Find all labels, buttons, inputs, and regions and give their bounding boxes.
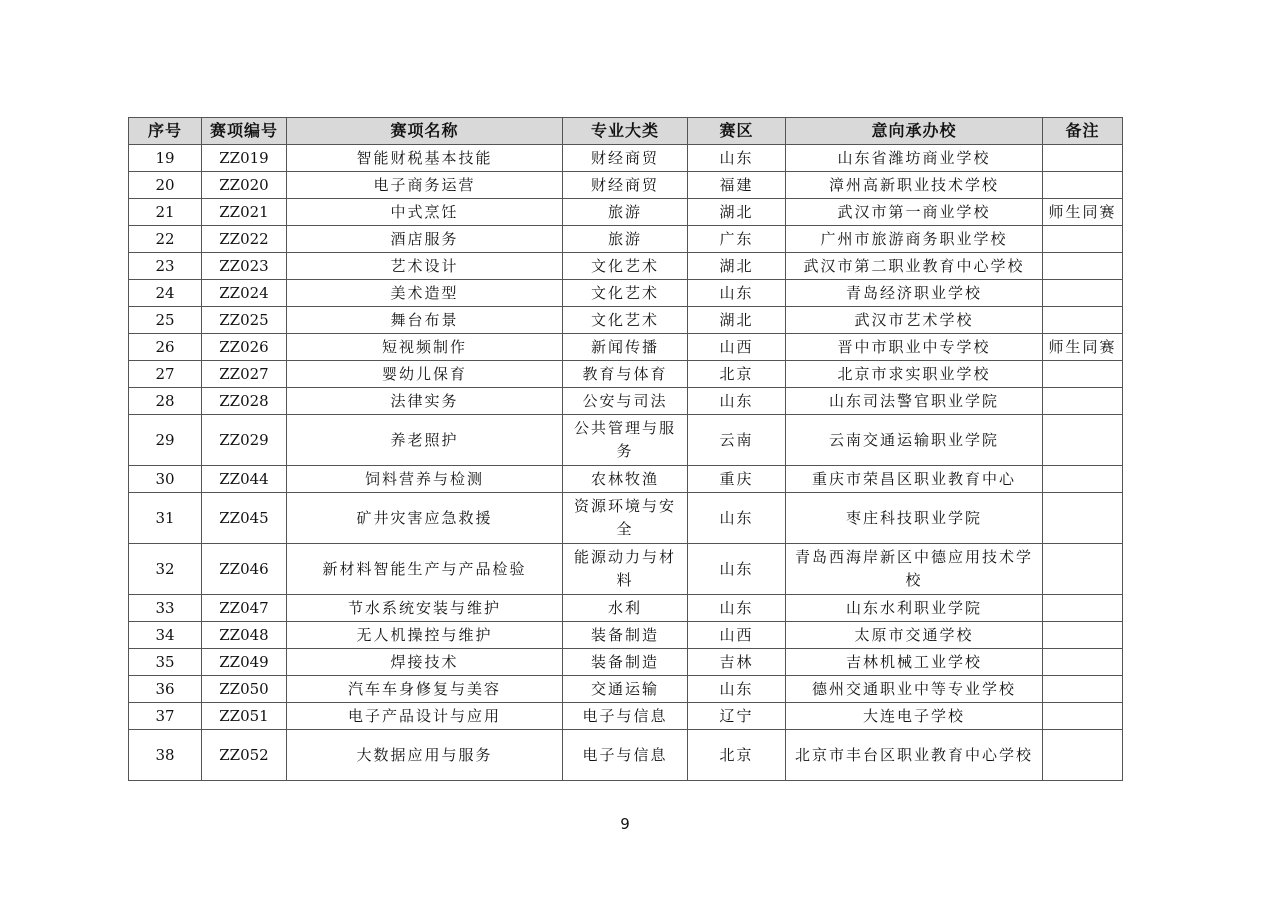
table-row — [129, 622, 1123, 649]
major-category-cell: 农林牧渔 — [563, 466, 688, 493]
note-cell: 师生同赛 — [1043, 199, 1123, 226]
region-cell: 山东 — [688, 493, 786, 544]
table-row — [129, 676, 1123, 703]
header-cell-no: 序号 — [129, 118, 202, 145]
table-row — [129, 466, 1123, 493]
major-category-cell: 资源环境与安全 — [563, 493, 688, 544]
table-row — [129, 253, 1123, 280]
host-school-cell: 吉林机械工业学校 — [786, 649, 1043, 676]
event-code-cell: ZZ045 — [202, 493, 287, 544]
note-cell: 师生同赛 — [1043, 334, 1123, 361]
event-name-cell: 中式烹饪 — [287, 199, 563, 226]
row-number-cell: 36 — [129, 676, 202, 703]
event-code-cell: ZZ050 — [202, 676, 287, 703]
table-row — [129, 307, 1123, 334]
event-code-cell: ZZ026 — [202, 334, 287, 361]
row-number-cell: 29 — [129, 415, 202, 466]
row-number-cell: 31 — [129, 493, 202, 544]
row-number-cell: 35 — [129, 649, 202, 676]
note-cell — [1043, 361, 1123, 388]
event-name-cell: 饲料营养与检测 — [287, 466, 563, 493]
major-category-cell: 文化艺术 — [563, 280, 688, 307]
row-number-cell: 34 — [129, 622, 202, 649]
event-name-cell: 美术造型 — [287, 280, 563, 307]
row-number-cell: 33 — [129, 595, 202, 622]
table-body — [129, 145, 1123, 781]
host-school-cell: 枣庄科技职业学院 — [786, 493, 1043, 544]
host-school-cell: 北京市求实职业学校 — [786, 361, 1043, 388]
major-category-cell: 公共管理与服务 — [563, 415, 688, 466]
row-number-cell: 28 — [129, 388, 202, 415]
major-category-cell: 旅游 — [563, 226, 688, 253]
event-code-cell: ZZ021 — [202, 199, 287, 226]
table-row — [129, 544, 1123, 595]
row-number-cell: 26 — [129, 334, 202, 361]
event-code-cell: ZZ020 — [202, 172, 287, 199]
event-name-cell: 焊接技术 — [287, 649, 563, 676]
host-school-cell: 青岛经济职业学校 — [786, 280, 1043, 307]
header-cell-note: 备注 — [1043, 118, 1123, 145]
event-code-cell: ZZ051 — [202, 703, 287, 730]
table-row — [129, 199, 1123, 226]
event-name-cell: 酒店服务 — [287, 226, 563, 253]
table-row — [129, 415, 1123, 466]
event-code-cell: ZZ027 — [202, 361, 287, 388]
table-row — [129, 280, 1123, 307]
host-school-cell: 山东水利职业学院 — [786, 595, 1043, 622]
major-category-cell: 电子与信息 — [563, 703, 688, 730]
host-school-cell: 云南交通运输职业学院 — [786, 415, 1043, 466]
host-school-cell: 北京市丰台区职业教育中心学校 — [786, 730, 1043, 781]
region-cell: 湖北 — [688, 253, 786, 280]
region-cell: 山东 — [688, 388, 786, 415]
host-school-cell: 青岛西海岸新区中德应用技术学校 — [786, 544, 1043, 595]
row-number-cell: 25 — [129, 307, 202, 334]
region-cell: 山东 — [688, 676, 786, 703]
region-cell: 山东 — [688, 280, 786, 307]
event-name-cell: 智能财税基本技能 — [287, 145, 563, 172]
major-category-cell: 交通运输 — [563, 676, 688, 703]
region-cell: 山西 — [688, 622, 786, 649]
note-cell — [1043, 280, 1123, 307]
event-code-cell: ZZ047 — [202, 595, 287, 622]
major-category-cell: 教育与体育 — [563, 361, 688, 388]
event-name-cell: 短视频制作 — [287, 334, 563, 361]
host-school-cell: 重庆市荣昌区职业教育中心 — [786, 466, 1043, 493]
row-number-cell: 24 — [129, 280, 202, 307]
table-row — [129, 649, 1123, 676]
note-cell — [1043, 415, 1123, 466]
host-school-cell: 武汉市第二职业教育中心学校 — [786, 253, 1043, 280]
region-cell: 北京 — [688, 730, 786, 781]
table-row — [129, 730, 1123, 781]
event-code-cell: ZZ025 — [202, 307, 287, 334]
table-row — [129, 361, 1123, 388]
note-cell — [1043, 145, 1123, 172]
note-cell — [1043, 172, 1123, 199]
region-cell: 福建 — [688, 172, 786, 199]
note-cell — [1043, 307, 1123, 334]
event-name-cell: 舞台布景 — [287, 307, 563, 334]
region-cell: 辽宁 — [688, 703, 786, 730]
header-cell-code: 赛项编号 — [202, 118, 287, 145]
region-cell: 山东 — [688, 145, 786, 172]
note-cell — [1043, 493, 1123, 544]
event-name-cell: 汽车车身修复与美容 — [287, 676, 563, 703]
event-code-cell: ZZ048 — [202, 622, 287, 649]
event-name-cell: 节水系统安装与维护 — [287, 595, 563, 622]
host-school-cell: 大连电子学校 — [786, 703, 1043, 730]
host-school-cell: 山东省潍坊商业学校 — [786, 145, 1043, 172]
event-code-cell: ZZ029 — [202, 415, 287, 466]
note-cell — [1043, 703, 1123, 730]
host-school-cell: 太原市交通学校 — [786, 622, 1043, 649]
event-code-cell: ZZ052 — [202, 730, 287, 781]
event-code-cell: ZZ023 — [202, 253, 287, 280]
event-code-cell: ZZ028 — [202, 388, 287, 415]
major-category-cell: 公安与司法 — [563, 388, 688, 415]
host-school-cell: 晋中市职业中专学校 — [786, 334, 1043, 361]
host-school-cell: 漳州高新职业技术学校 — [786, 172, 1043, 199]
major-category-cell: 电子与信息 — [563, 730, 688, 781]
region-cell: 广东 — [688, 226, 786, 253]
event-code-cell: ZZ019 — [202, 145, 287, 172]
note-cell — [1043, 676, 1123, 703]
host-school-cell: 山东司法警官职业学院 — [786, 388, 1043, 415]
row-number-cell: 21 — [129, 199, 202, 226]
event-name-cell: 大数据应用与服务 — [287, 730, 563, 781]
event-code-cell: ZZ044 — [202, 466, 287, 493]
note-cell — [1043, 544, 1123, 595]
table-header — [129, 118, 1123, 145]
header-cell-category: 专业大类 — [563, 118, 688, 145]
table-row — [129, 334, 1123, 361]
table-row — [129, 703, 1123, 730]
table-row — [129, 595, 1123, 622]
region-cell: 吉林 — [688, 649, 786, 676]
region-cell: 山东 — [688, 595, 786, 622]
region-cell: 湖北 — [688, 307, 786, 334]
note-cell — [1043, 622, 1123, 649]
event-code-cell: ZZ049 — [202, 649, 287, 676]
note-cell — [1043, 253, 1123, 280]
note-cell — [1043, 649, 1123, 676]
note-cell — [1043, 388, 1123, 415]
table-row — [129, 172, 1123, 199]
region-cell: 北京 — [688, 361, 786, 388]
major-category-cell: 能源动力与材料 — [563, 544, 688, 595]
row-number-cell: 20 — [129, 172, 202, 199]
major-category-cell: 装备制造 — [563, 622, 688, 649]
table-row — [129, 145, 1123, 172]
note-cell — [1043, 730, 1123, 781]
major-category-cell: 财经商贸 — [563, 172, 688, 199]
table-row — [129, 226, 1123, 253]
row-number-cell: 32 — [129, 544, 202, 595]
host-school-cell: 武汉市第一商业学校 — [786, 199, 1043, 226]
event-name-cell: 艺术设计 — [287, 253, 563, 280]
event-code-cell: ZZ022 — [202, 226, 287, 253]
header-cell-name: 赛项名称 — [287, 118, 563, 145]
event-name-cell: 法律实务 — [287, 388, 563, 415]
competition-table — [128, 117, 1123, 781]
event-code-cell: ZZ046 — [202, 544, 287, 595]
region-cell: 山西 — [688, 334, 786, 361]
major-category-cell: 水利 — [563, 595, 688, 622]
header-cell-region: 赛区 — [688, 118, 786, 145]
region-cell: 山东 — [688, 544, 786, 595]
host-school-cell: 广州市旅游商务职业学校 — [786, 226, 1043, 253]
host-school-cell: 德州交通职业中等专业学校 — [786, 676, 1043, 703]
row-number-cell: 22 — [129, 226, 202, 253]
event-name-cell: 婴幼儿保育 — [287, 361, 563, 388]
page-number: 9 — [620, 815, 630, 833]
row-number-cell: 37 — [129, 703, 202, 730]
row-number-cell: 27 — [129, 361, 202, 388]
event-name-cell: 电子商务运营 — [287, 172, 563, 199]
major-category-cell: 旅游 — [563, 199, 688, 226]
major-category-cell: 装备制造 — [563, 649, 688, 676]
host-school-cell: 武汉市艺术学校 — [786, 307, 1043, 334]
major-category-cell: 文化艺术 — [563, 307, 688, 334]
header-cell-school: 意向承办校 — [786, 118, 1043, 145]
row-number-cell: 19 — [129, 145, 202, 172]
event-name-cell: 矿井灾害应急救援 — [287, 493, 563, 544]
region-cell: 重庆 — [688, 466, 786, 493]
table-row — [129, 493, 1123, 544]
major-category-cell: 新闻传播 — [563, 334, 688, 361]
header-row — [129, 118, 1123, 145]
region-cell: 云南 — [688, 415, 786, 466]
row-number-cell: 23 — [129, 253, 202, 280]
note-cell — [1043, 226, 1123, 253]
note-cell — [1043, 595, 1123, 622]
table-row — [129, 388, 1123, 415]
major-category-cell: 财经商贸 — [563, 145, 688, 172]
region-cell: 湖北 — [688, 199, 786, 226]
note-cell — [1043, 466, 1123, 493]
major-category-cell: 文化艺术 — [563, 253, 688, 280]
event-name-cell: 新材料智能生产与产品检验 — [287, 544, 563, 595]
event-name-cell: 电子产品设计与应用 — [287, 703, 563, 730]
event-name-cell: 养老照护 — [287, 415, 563, 466]
event-name-cell: 无人机操控与维护 — [287, 622, 563, 649]
row-number-cell: 38 — [129, 730, 202, 781]
event-code-cell: ZZ024 — [202, 280, 287, 307]
row-number-cell: 30 — [129, 466, 202, 493]
